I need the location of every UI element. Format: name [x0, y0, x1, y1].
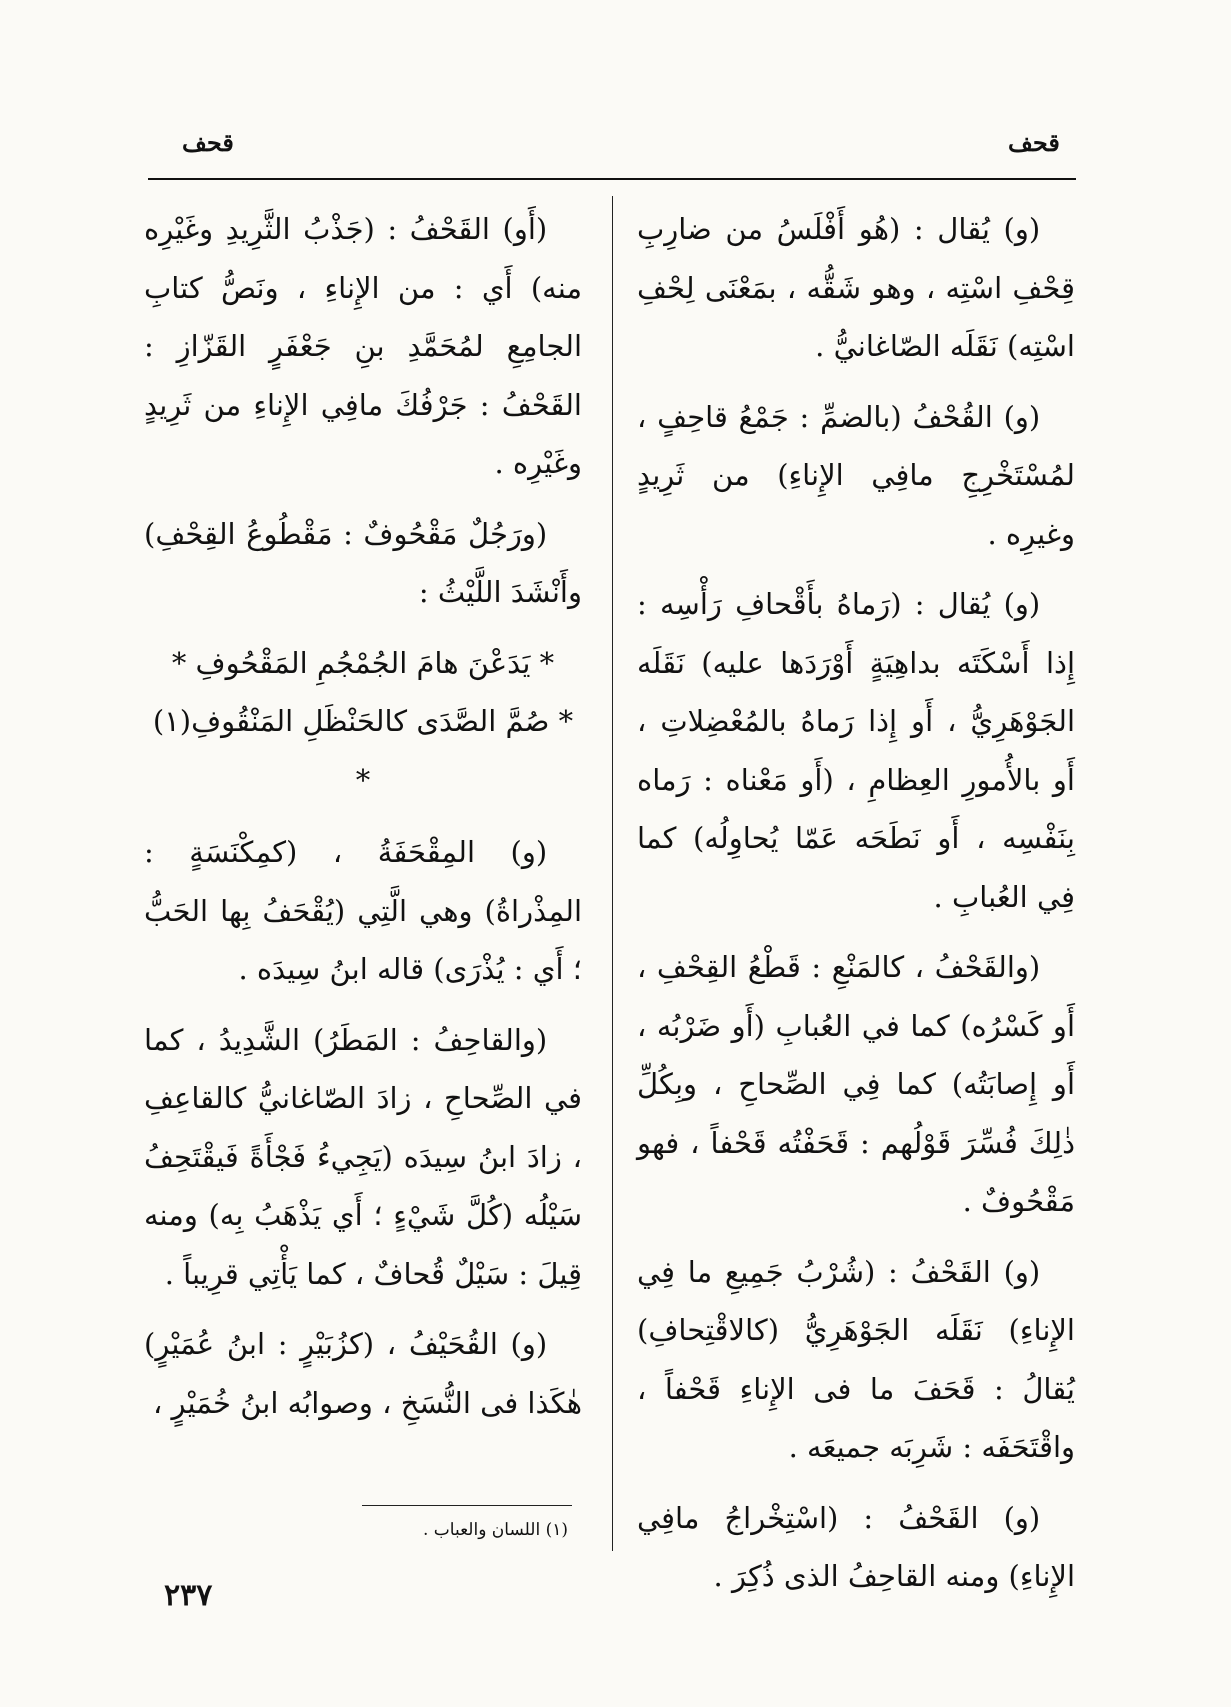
column-divider: [612, 196, 613, 1551]
entry-paragraph: (و) يُقال : (هُو أَفْلَسُ من ضارِبِ قِحْفِ اسْتِه ، وهو شَقُّه ، بمَعْنَى لِحْفِ اسْتِه) نَقَلَه الصّاغانيُّ .: [637, 212, 1075, 363]
running-head-right: قحف: [1008, 128, 1060, 157]
entry-paragraph: (و) القُحَيْفُ ، (كزُبَيْرٍ : ابنُ عُمَيْرٍ) هٰكَذا فى النُّسَخِ ، وصوابُه ابنُ خُمَيْرٍ ،: [144, 1327, 582, 1420]
running-head-left: قحف: [182, 128, 234, 157]
entry-paragraph: (والقَحْفُ ، كالمَنْعِ : قَطْعُ القِحْفِ ، أَو كَسْرُه) كما في العُبابِ (أَو ضَرْبُه ، أَو إِصابَتُه) كما فِي الصِّحاحِ ، وبِكُلِّ ذٰلِكَ فُسِّرَ قَوْلُهم : قَحَفْتُه قَحْفاً ، فهو مَقْحُوفٌ .: [637, 950, 1075, 1218]
entry-paragraph: (و) القَحْفُ : (شُرْبُ جَمِيعِ ما فِي الإِناءِ) نَقَلَه الجَوْهَرِيُّ (كالاقْتِحافِ) يُقالُ : قَحَفَ ما فى الإِناءِ قَحْفاً ، واقْتَحَفَه : شَرِبَه جميعَه .: [637, 1254, 1075, 1464]
entry-paragraph: (و) يُقال : (رَماهُ بأَقْحافِ رَأْسِه : إِذا أَسْكَتَه بداهِيَةٍ أَوْرَدَها عليه) نَقَلَه الجَوْهَرِيُّ ، أَو إِذا رَماهُ بالمُعْضِلاتِ ، أَو بالأُمورِ العِظامِ ، (أَو مَعْناه : رَماه بِنَفْسِه ، أَو نَطَحَه عَمّا يُحاوِلُه) كما فِي العُبابِ .: [637, 587, 1075, 914]
page-number: ٢٣٧: [164, 1578, 213, 1613]
entry-paragraph: (و) القَحْفُ : (اسْتِخْراجُ مافِي الإِناءِ) ومنه القاحِفُ الذى ذُكِرَ .: [637, 1500, 1075, 1593]
entry-paragraph: (أَو) القَحْفُ : (جَذْبُ الثَّرِيدِ وغَيْرِه منه) أَي : من الإِناءِ ، ونَصُّ كتابِ الجامِعِ لمُحَمَّدِ بنِ جَعْفَرٍ القَزّازِ : القَحْفُ : جَرْفُكَ مافِي الإِناءِ من ثَرِيدٍ وغَيْرِه .: [144, 212, 582, 480]
verse-line: * صُمَّ الصَّدَى كالحَنْظَلِ المَنْقُوفِ(١) *: [152, 704, 574, 797]
header-rule: [148, 178, 1076, 180]
entry-paragraph: (والقاحِفُ : المَطَرُ) الشَّدِيدُ ، كما في الصِّحاحِ ، زادَ الصّاغانيُّ كالقاعِفِ ، زادَ ابنُ سِيدَه (يَجِيءُ فَجْأَةً فَيقْتَحِفُ سَيْلُه (كُلَّ شَيْءٍ ؛ أَي يَذْهَبُ بِه) ومنه قِيلَ : سَيْلٌ قُحافٌ ، كما يَأْتِي قرِيباً .: [144, 1022, 582, 1291]
left-column: [144, 200, 582, 1444]
entry-paragraph: (و) المِقْحَفَةُ ، (كمِكْنَسَةٍ : المِذْراةُ) وهي الَّتِي (يُقْحَفُ بِها الحَبُّ ؛ أَي : يُذْرَى) قاله ابنُ سِيدَه .: [144, 835, 582, 986]
footnote-rule: [362, 1505, 572, 1506]
verse-line: * يَدَعْنَ هامَ الجُمْجُمِ المَقْحُوفِ *: [171, 645, 555, 680]
entry-paragraph: (ورَجُلٌ مَقْحُوفٌ : مَقْطُوعُ القِحْفِ) وأَنْشَدَ اللَّيْثُ :: [144, 516, 582, 609]
right-column: [637, 200, 1075, 1618]
entry-paragraph: (و) القُحْفُ (بالضمِّ : جَمْعُ قاحِفٍ ، لمُسْتَخْرِجِ مافِي الإِناءِ) من ثَرِيدٍ وغيرِه .: [637, 399, 1075, 551]
footnote: (١) اللسان والعباب .: [422, 1520, 568, 1540]
